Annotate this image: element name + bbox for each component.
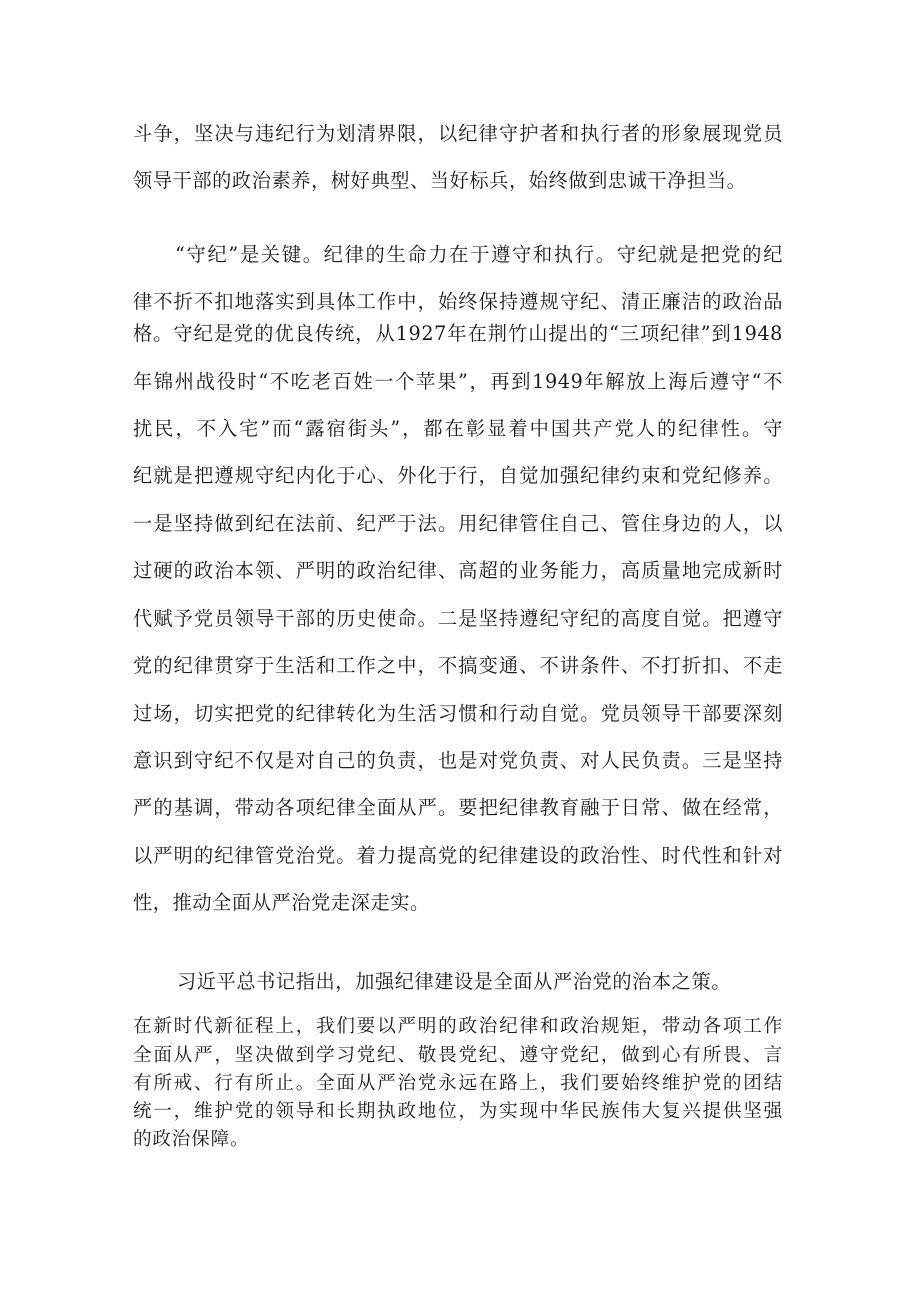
text-line: 律不折不扣地落实到具体工作中，始终保持遵规守纪、清正廉洁的政治品	[133, 290, 783, 313]
text-line: 格。守纪是党的优良传统，从1927年在荆竹山提出的“三项纪律”到1948	[133, 322, 783, 345]
text-line: 意识到守纪不仅是对自己的负责，也是对党负责、对人民负责。三是坚持	[133, 749, 783, 772]
text-line: 的政治保障。	[133, 1129, 250, 1150]
text-line: 代赋予党员领导干部的历史使命。二是坚持遵纪守纪的高度自觉。把遵守	[133, 607, 783, 630]
text-line: 年锦州战役时“不吃老百姓一个苹果”，再到1949年解放上海后遵守“不	[133, 370, 783, 393]
text-line: 在新时代新征程上，我们要以严明的政治纪律和政治规矩，带动各项工作	[133, 1016, 783, 1037]
text-line: 统一，维护党的领导和长期执政地位，为实现中华民族伟大复兴提供坚强	[133, 1101, 783, 1122]
text-line: 扰民，不入宅”而“露宿街头”，都在彰显着中国共产党人的纪律性。守	[133, 417, 783, 440]
text-line: 领导干部的政治素养，树好典型、当好标兵，始终做到忠诚干净担当。	[133, 169, 747, 192]
text-line: 性，推动全面从严治党走深走实。	[133, 891, 430, 914]
text-line: 过场，切实把党的纪律转化为生活习惯和行动自觉。党员领导干部要深刻	[133, 702, 783, 725]
text-line: “守纪”是关键。纪律的生命力在于遵守和执行。守纪就是把党的纪	[175, 243, 783, 266]
text-line: 斗争，坚决与违纪行为划清界限，以纪律守护者和执行者的形象展现党员	[133, 122, 783, 145]
text-line: 有所戒、行有所止。全面从严治党永远在路上，我们要始终维护党的团结	[133, 1073, 783, 1094]
text-line: 以严明的纪律管党治党。着力提高党的纪律建设的政治性、时代性和针对	[133, 844, 783, 867]
text-line: 一是坚持做到纪在法前、纪严于法。用纪律管住自己、管住身边的人，以	[133, 512, 783, 535]
text-line: 习近平总书记指出，加强纪律建设是全面从严治党的治本之策。	[177, 970, 732, 993]
text-line: 全面从严，坚决做到学习党纪、敬畏党纪、遵守党纪，做到心有所畏、言	[133, 1045, 783, 1066]
text-line: 党的纪律贯穿于生活和工作之中，不搞变通、不讲条件、不打折扣、不走	[133, 654, 783, 677]
text-line: 过硬的政治本领、严明的政治纪律、高超的业务能力，高质量地完成新时	[133, 559, 783, 582]
text-line: 纪就是把遵规守纪内化于心、外化于行，自觉加强纪律约束和党纪修养。	[133, 464, 783, 487]
text-line: 严的基调，带动各项纪律全面从严。要把纪律教育融于日常、做在经常，	[133, 796, 783, 819]
